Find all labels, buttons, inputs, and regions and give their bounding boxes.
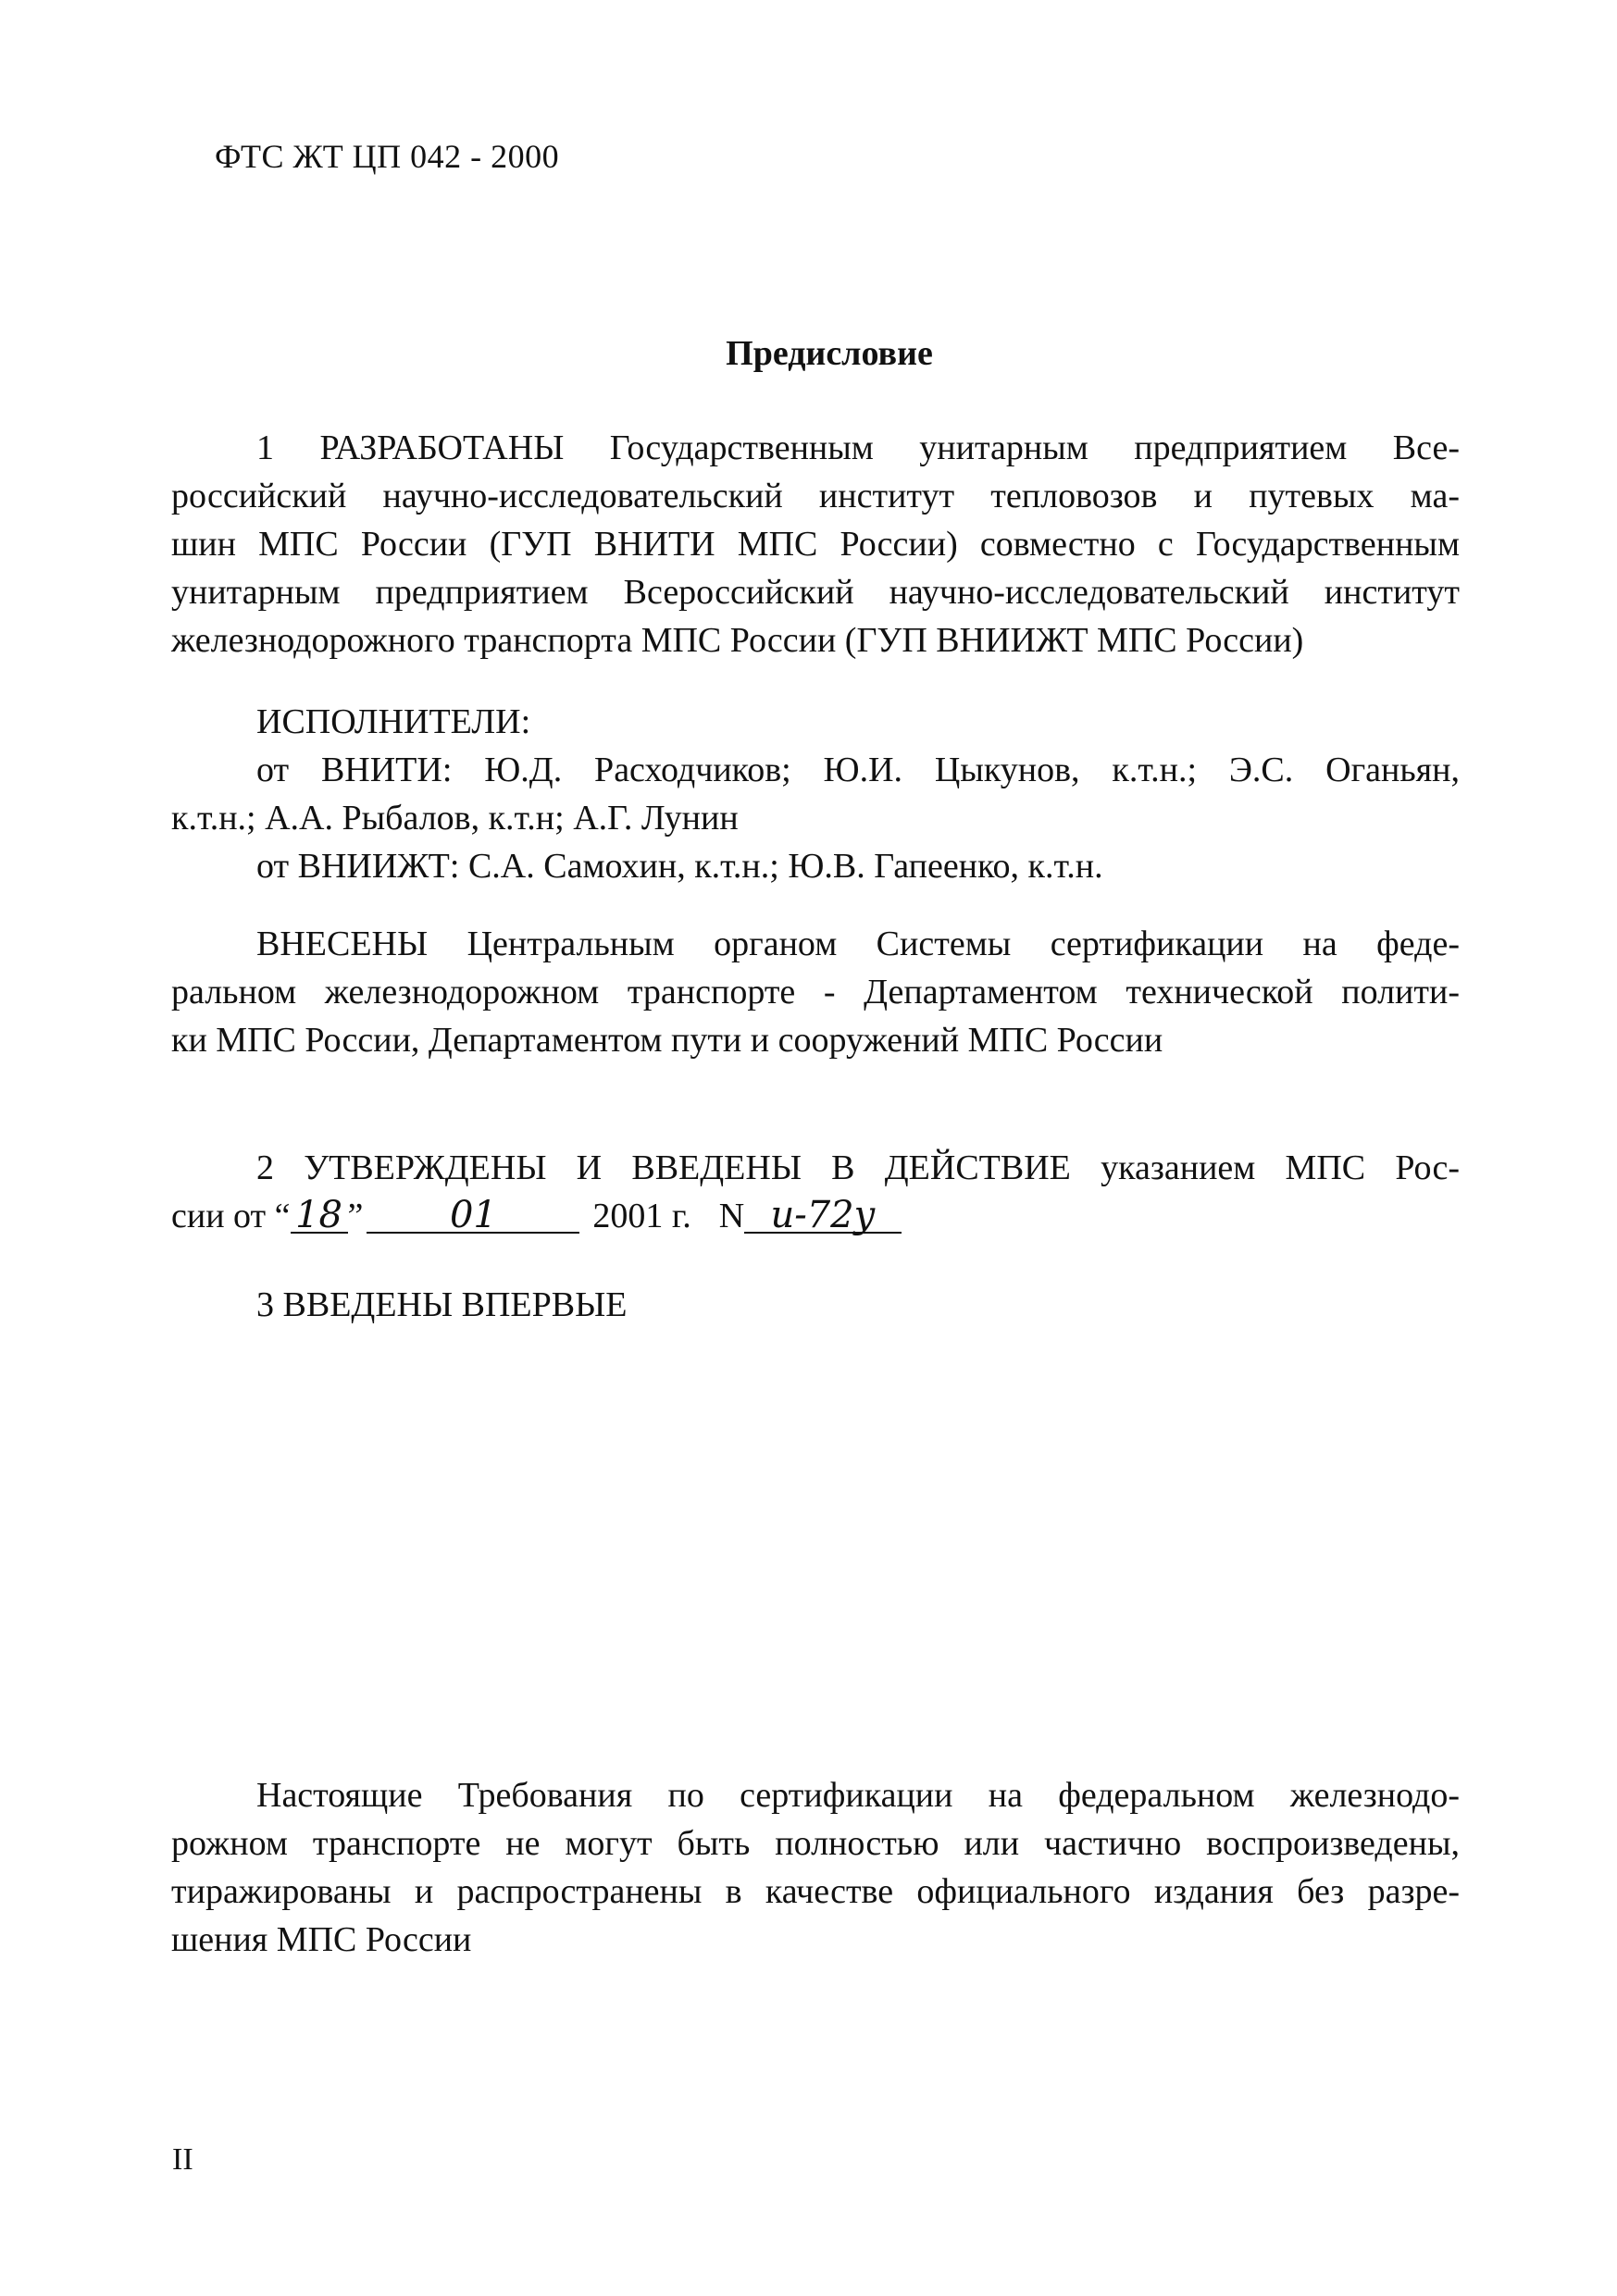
executors-heading: ИСПОЛНИТЕЛИ:: [256, 702, 531, 741]
executors-line: от ВНИТИ: Ю.Д. Расходчиков; Ю.И. Цыкунов, к.т.н.; Э.С. Оганьян,: [256, 751, 1460, 789]
page-title: Предисловие: [726, 334, 933, 373]
document-code: ФТС ЖТ ЦП 042 - 2000: [215, 138, 560, 175]
section-introduced-line: ральном железнодорожном транспорте - Департаментом технической полити-: [171, 973, 1460, 1011]
copyright-notice-line: рожном транспорте не могут быть полностью или частично воспроизведены,: [171, 1824, 1460, 1863]
section-developed-line: железнодорожного транспорта МПС России (ГУП ВНИИЖТ МПС России): [171, 621, 1304, 660]
approval-number-label: N: [718, 1197, 745, 1235]
section-approved-line: 2 УТВЕРЖДЕНЫ И ВВЕДЕНЫ В ДЕЙСТВИЕ указанием МПС Рос-: [256, 1148, 1460, 1187]
copyright-notice-line: шения МПС России: [171, 1920, 472, 1959]
approval-number: и-72у: [744, 1198, 902, 1234]
copyright-notice-line: Настоящие Требования по сертификации на федеральном железнодо-: [256, 1776, 1460, 1815]
section-first-introduced-text: 3 ВВЕДЕНЫ ВПЕРВЫЕ: [256, 1285, 628, 1324]
executors-line: от ВНИИЖТ: С.А. Самохин, к.т.н.; Ю.В. Гапеенко, к.т.н.: [256, 847, 1103, 886]
approval-day: 18: [291, 1198, 348, 1234]
section-introduced-line: ВНЕСЕНЫ Центральным органом Системы сертификации на феде-: [256, 925, 1460, 963]
approval-quote-close: ”: [347, 1197, 364, 1235]
approval-year: 2001 г.: [592, 1197, 691, 1235]
copyright-notice-line: тиражированы и распространены в качестве официального издания без разре-: [171, 1872, 1460, 1911]
section-developed-line: унитарным предприятием Всероссийский научно-исследовательский институт: [171, 573, 1460, 612]
section-developed-line: 1 РАЗРАБОТАНЫ Государственным унитарным предприятием Все-: [256, 428, 1460, 467]
section-introduced-line: ки МПС России, Департаментом пути и сооружений МПС России: [171, 1021, 1163, 1060]
approval-month: 01: [367, 1198, 579, 1234]
section-developed-line: шин МПС России (ГУП ВНИТИ МПС России) совместно с Государственным: [171, 525, 1460, 564]
approval-date-line: [171, 1196, 1460, 1236]
executors-line: к.т.н.; А.А. Рыбалов, к.т.н; А.Г. Лунин: [171, 799, 739, 838]
page-number: II: [172, 2142, 193, 2177]
section-developed-line: российский научно-исследовательский институт тепловозов и путевых ма-: [171, 477, 1460, 515]
approval-prefix: сии от “: [171, 1197, 291, 1235]
